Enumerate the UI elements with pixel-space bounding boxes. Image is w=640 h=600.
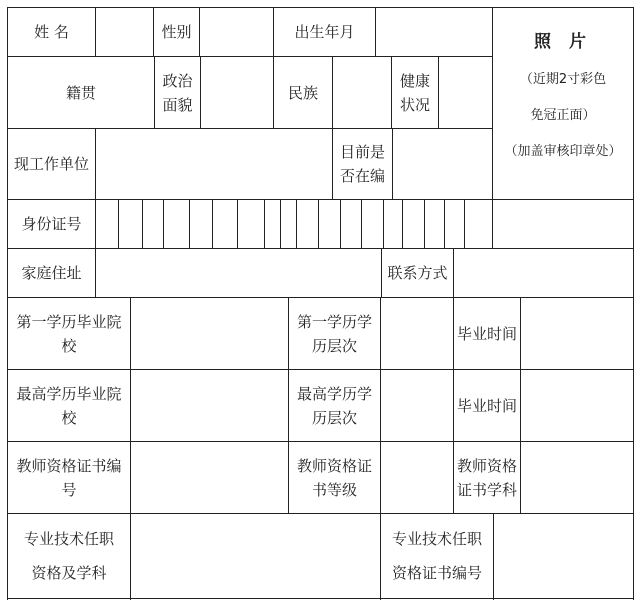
top-school-label: 最高学历毕业院 校 [16, 384, 122, 427]
top-school-field[interactable] [131, 371, 288, 440]
top-level-field[interactable] [381, 371, 453, 440]
top-graduation-time-label: 毕业时间 [456, 396, 517, 415]
work-unit-label: 现工作单位 [13, 155, 89, 173]
name-label: 姓 名 [34, 23, 69, 41]
pro-title-field[interactable] [131, 515, 380, 597]
id-number-field[interactable] [96, 201, 492, 247]
teacher-cert-subject-field[interactable] [521, 443, 633, 512]
address-label: 家庭住址 [21, 264, 82, 282]
pro-cert-number-field[interactable] [494, 515, 633, 597]
name-field[interactable] [96, 9, 153, 55]
pro-cert-number-label: 专业技术任职 资格证书编号 [391, 530, 482, 582]
photo-note-size: （近期2寸彩色 [519, 71, 607, 87]
first-graduation-time-label: 毕业时间 [456, 324, 517, 343]
teacher-cert-number-label: 教师资格证书编 号 [16, 456, 122, 499]
gender-field[interactable] [200, 9, 273, 55]
teacher-cert-grade-field[interactable] [381, 443, 453, 512]
first-level-label: 第一学历学 历层次 [296, 312, 372, 355]
teacher-cert-number-field[interactable] [131, 443, 288, 512]
photo-title: 照 片 [534, 31, 592, 52]
gender-label: 性别 [161, 23, 192, 41]
native-place-label: 籍贯 [65, 83, 96, 102]
photo-box [493, 8, 633, 199]
address-field[interactable] [96, 250, 381, 296]
political-label: 政治 面貌 [162, 71, 193, 114]
first-graduation-time-field[interactable] [521, 299, 633, 368]
birth-field[interactable] [376, 9, 492, 55]
ethnicity-label: 民族 [287, 83, 318, 102]
photo-note-style: 免冠正面） [530, 107, 596, 123]
first-school-field[interactable] [131, 299, 288, 368]
top-level-label: 最高学历学 历层次 [296, 384, 372, 427]
photo-note-stamp: （加盖审核印章处） [504, 143, 622, 159]
birth-label: 出生年月 [294, 23, 355, 41]
teacher-cert-subject-label: 教师资格 证书学科 [456, 456, 517, 499]
contact-field[interactable] [454, 250, 633, 296]
work-unit-field[interactable] [96, 130, 332, 198]
health-label: 健康 状况 [399, 71, 430, 114]
id-label: 身份证号 [21, 215, 82, 233]
pro-title-label: 专业技术任职 资格及学科 [23, 530, 114, 582]
political-field[interactable] [201, 58, 273, 127]
teacher-cert-grade-label: 教师资格证 书等级 [296, 456, 372, 499]
first-level-field[interactable] [381, 299, 453, 368]
top-graduation-time-field[interactable] [521, 371, 633, 440]
ethnicity-field[interactable] [333, 58, 391, 127]
health-field[interactable] [439, 58, 492, 127]
contact-label: 联系方式 [387, 264, 448, 282]
in-staff-field[interactable] [393, 130, 492, 198]
in-staff-label: 目前是 否在编 [339, 143, 385, 185]
first-school-label: 第一学历毕业院 校 [16, 312, 122, 355]
